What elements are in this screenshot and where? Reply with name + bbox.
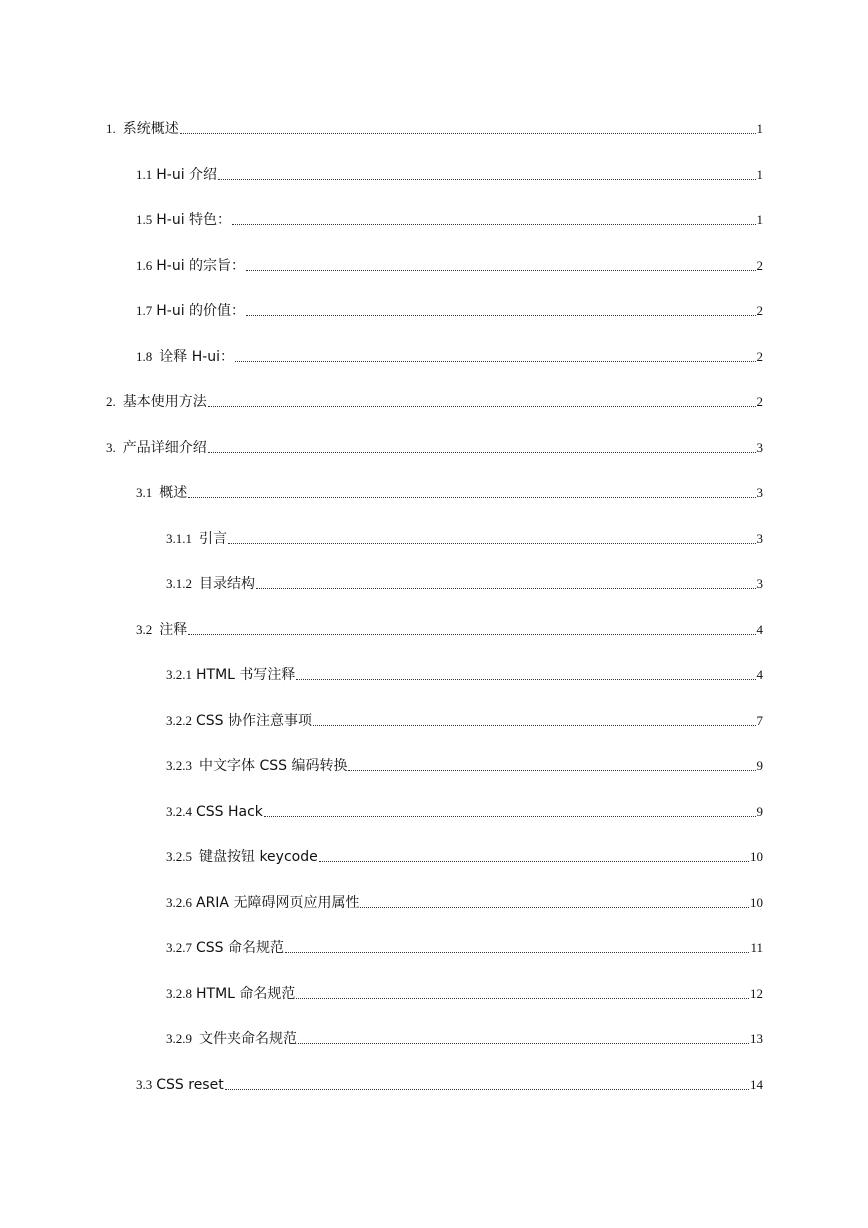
- toc-entry[interactable]: [166, 936, 763, 958]
- toc-entry-page: 1: [756, 212, 763, 227]
- dot-leader: [313, 724, 756, 726]
- dot-leader: [188, 496, 755, 498]
- dot-leader: [208, 405, 756, 407]
- dot-leader: [180, 132, 756, 134]
- toc-entry-number: 3.2.1: [166, 667, 192, 682]
- toc-entry-page: 2: [756, 349, 763, 364]
- toc-entry[interactable]: [166, 800, 763, 822]
- toc-entry-title: 中文字体 CSS 编码转换: [199, 758, 348, 774]
- toc-entry[interactable]: [136, 163, 763, 185]
- toc-entry[interactable]: [166, 572, 763, 594]
- dot-leader: [296, 997, 749, 999]
- dot-leader: [298, 1042, 749, 1044]
- toc-entry[interactable]: [106, 436, 763, 458]
- toc-entry-page: 4: [756, 622, 763, 637]
- dot-leader: [246, 314, 755, 316]
- toc-entry-page: 4: [756, 667, 763, 682]
- dot-leader: [264, 815, 756, 817]
- toc-entry[interactable]: [166, 982, 763, 1004]
- dot-leader: [246, 269, 755, 271]
- dot-leader: [228, 542, 756, 544]
- toc-entry-number: 3.1.1: [166, 531, 192, 546]
- toc-entry-title: CSS 协作注意事项: [196, 713, 312, 729]
- toc-entry-page: 10: [750, 895, 763, 910]
- toc-entry-page: 7: [756, 713, 763, 728]
- toc-entry[interactable]: [166, 891, 763, 913]
- toc-entry-page: 9: [756, 758, 763, 773]
- toc-entry-title: 概述: [159, 485, 188, 501]
- toc-entry-number: 3.2.9: [166, 1031, 192, 1046]
- toc-entry-page: 3: [756, 440, 763, 455]
- dot-leader: [285, 951, 749, 953]
- toc-entry[interactable]: [166, 1027, 763, 1049]
- toc-entry-page: 3: [756, 531, 763, 546]
- toc-entry[interactable]: [136, 299, 763, 321]
- toc-entry-title: HTML 书写注释: [196, 667, 296, 683]
- toc-entry-title: 键盘按钮 keycode: [199, 849, 318, 865]
- toc-entry-number: 3.1: [136, 485, 153, 500]
- toc-entry-title: 系统概述: [122, 121, 179, 137]
- toc-entry-title: CSS 命名规范: [196, 940, 284, 956]
- toc-entry-number: 1.1: [136, 167, 153, 182]
- toc-entry-title: 注释: [159, 622, 188, 638]
- toc-entry-title: CSS Hack: [196, 804, 263, 820]
- toc-entry-number: 3.2.2: [166, 713, 192, 728]
- dot-leader: [235, 360, 755, 362]
- toc-entry[interactable]: [136, 618, 763, 640]
- toc-entry-title: ARIA 无障碍网页应用属性: [196, 895, 360, 911]
- toc-entry-page: 2: [756, 258, 763, 273]
- toc-entry-title: H-ui 的宗旨：: [156, 258, 246, 274]
- toc-entry[interactable]: [136, 1073, 763, 1095]
- toc-entry[interactable]: [166, 845, 763, 867]
- toc-entry-page: 2: [756, 394, 763, 409]
- toc-entry[interactable]: [106, 117, 763, 139]
- dot-leader: [218, 178, 755, 180]
- toc-entry-number: 3.2.4: [166, 804, 192, 819]
- dot-leader: [319, 860, 749, 862]
- toc-entry-number: 3.2.6: [166, 895, 192, 910]
- toc-entry-page: 3: [756, 485, 763, 500]
- toc-entry-page: 14: [750, 1077, 763, 1092]
- toc-entry[interactable]: [106, 390, 763, 412]
- toc-entry-title: 文件夹命名规范: [199, 1031, 297, 1047]
- toc-entry-title: CSS reset: [156, 1077, 224, 1093]
- toc-entry-page: 11: [750, 940, 763, 955]
- toc-entry-number: 3.2.8: [166, 986, 192, 1001]
- toc-entry[interactable]: [136, 345, 763, 367]
- toc-entry[interactable]: [136, 481, 763, 503]
- toc-entry-page: 2: [756, 303, 763, 318]
- toc-entry-number: 3.2.5: [166, 849, 192, 864]
- toc-entry-page: 1: [756, 167, 763, 182]
- toc-entry-number: 3.1.2: [166, 576, 192, 591]
- dot-leader: [208, 451, 756, 453]
- toc-entry-number: 1.6: [136, 258, 153, 273]
- toc-entry[interactable]: [166, 754, 763, 776]
- dot-leader: [225, 1088, 749, 1090]
- toc-entry-title: 基本使用方法: [122, 394, 207, 410]
- toc-entry-title: 诠释 H-ui：: [159, 349, 235, 365]
- toc-entry-title: HTML 命名规范: [196, 986, 296, 1002]
- toc-entry[interactable]: [166, 663, 763, 685]
- dot-leader: [232, 223, 755, 225]
- toc-entry-page: 9: [756, 804, 763, 819]
- toc-entry-number: 3.2.3: [166, 758, 192, 773]
- toc-entry-number: 3.2: [136, 622, 153, 637]
- toc-entry-title: 产品详细介绍: [122, 440, 207, 456]
- toc-entry-title: H-ui 特色：: [156, 212, 232, 228]
- toc-entry-title: H-ui 介绍: [156, 167, 218, 183]
- toc-entry-title: 引言: [199, 531, 227, 547]
- toc-entry-number: 1.7: [136, 303, 153, 318]
- toc-entry-page: 12: [750, 986, 763, 1001]
- toc-entry[interactable]: [136, 254, 763, 276]
- toc-entry-number: 3.: [106, 440, 116, 455]
- toc-entry[interactable]: [166, 527, 763, 549]
- toc-entry-page: 10: [750, 849, 763, 864]
- toc-entry-page: 1: [756, 121, 763, 136]
- toc-entry-number: 1.5: [136, 212, 153, 227]
- toc-entry-number: 2.: [106, 394, 116, 409]
- toc-entry-number: 1.8: [136, 349, 153, 364]
- toc-entry[interactable]: [166, 709, 763, 731]
- toc-entry-number: 1.: [106, 121, 116, 136]
- dot-leader: [188, 633, 755, 635]
- dot-leader: [348, 769, 755, 771]
- toc-entry[interactable]: [136, 208, 763, 230]
- dot-leader: [296, 678, 755, 680]
- toc-entry-title: 目录结构: [199, 576, 255, 592]
- dot-leader: [256, 587, 756, 589]
- toc-entry-number: 3.3: [136, 1077, 153, 1092]
- toc-entry-page: 13: [750, 1031, 763, 1046]
- toc-entry-number: 3.2.7: [166, 940, 192, 955]
- toc-entry-page: 3: [756, 576, 763, 591]
- dot-leader: [360, 906, 749, 908]
- toc-entry-title: H-ui 的价值：: [156, 303, 246, 319]
